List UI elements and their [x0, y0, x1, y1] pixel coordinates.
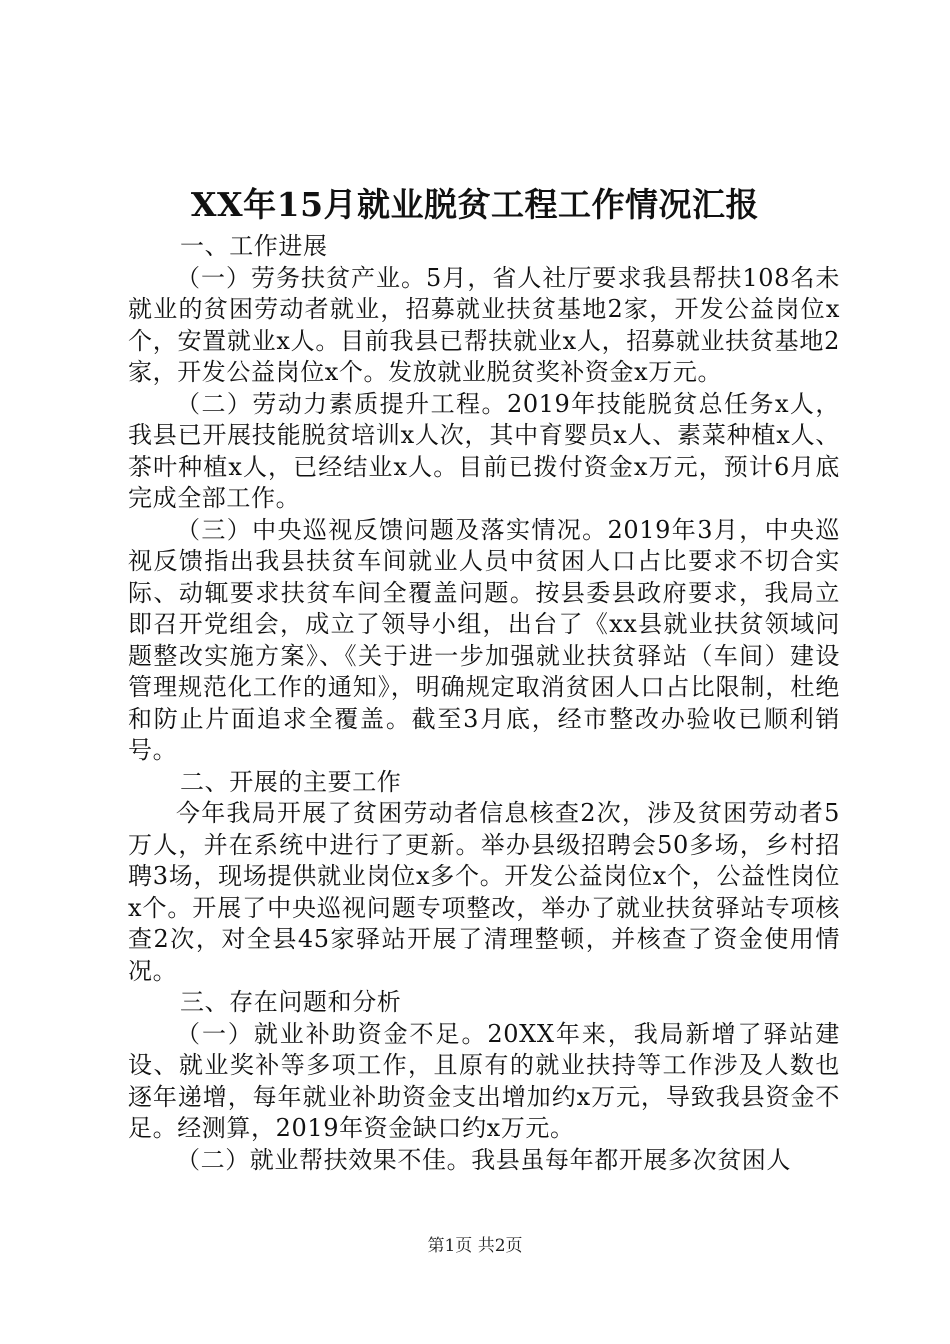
section-heading-2: 二、开展的主要工作 [180, 767, 402, 796]
paragraph-6: （二）就业帮扶效果不佳。我县虽每年都开展多次贫困人 [176, 1145, 791, 1174]
paragraph-3: （三）中央巡视反馈问题及落实情况。2019年3月，中央巡视反馈指出我县扶贫车间就业人员中贫困人口占比要求不切合实际、动辄要求扶贫车间全覆盖问题。按县委县政府要求，我局立即召开党组会，成立了领导小组，出台了《xx县就业扶贫领域问题整改实施方案》、《关于进一步加强就业扶贫驿站（车间）建设管理规范化工作的通知》，明确规定取消贫困人口占比限制，杜绝和防止片面追求全覆盖。截至3月底，经市整改办验收已顺利销号。 [128, 515, 840, 764]
paragraph-2: （二）劳动力素质提升工程。2019年技能脱贫总任务x人，我县已开展技能脱贫培训x人次，其中育婴员x人、素菜种植x人、茶叶种植x人，已经结业x人。目前已拨付资金x万元，预计6月底完成全部工作。 [128, 389, 840, 512]
paragraph-1: （一）劳务扶贫产业。5月，省人社厅要求我县帮扶108名未就业的贫困劳动者就业，招募就业扶贫基地2家，开发公益岗位x个，安置就业x人。目前我县已帮扶就业x人，招募就业扶贫基地2家，开发公益岗位x个。发放就业脱贫奖补资金x万元。 [128, 263, 840, 386]
section-heading-1: 一、工作进展 [180, 232, 328, 260]
paragraph-4: 今年我局开展了贫困劳动者信息核查2次，涉及贫困劳动者5万人，并在系统中进行了更新。举办县级招聘会50多场，乡村招聘3场，现场提供就业岗位x多个。开发公益岗位x个，公益性岗位x个。开展了中央巡视问题专项整改，举办了就业扶贫驿站专项核查2次，对全县45家驿站开展了清理整顿，并核查了资金使用情况。 [128, 799, 840, 985]
page-number-footer: 第1页 共2页 [427, 1236, 523, 1256]
document-body [128, 231, 840, 1176]
section-heading-3: 三、存在问题和分析 [180, 988, 402, 1016]
paragraph-5: （一）就业补助资金不足。20XX年来，我局新增了驿站建设、就业奖补等多项工作，且原有的就业扶持等工作涉及人数也逐年递增，每年就业补助资金支出增加约x万元，导致我县资金不足。经测算，2019年资金缺口约x万元。 [128, 1019, 840, 1142]
document-title: XX年15月就业脱贫工程工作情况汇报 [190, 185, 760, 224]
